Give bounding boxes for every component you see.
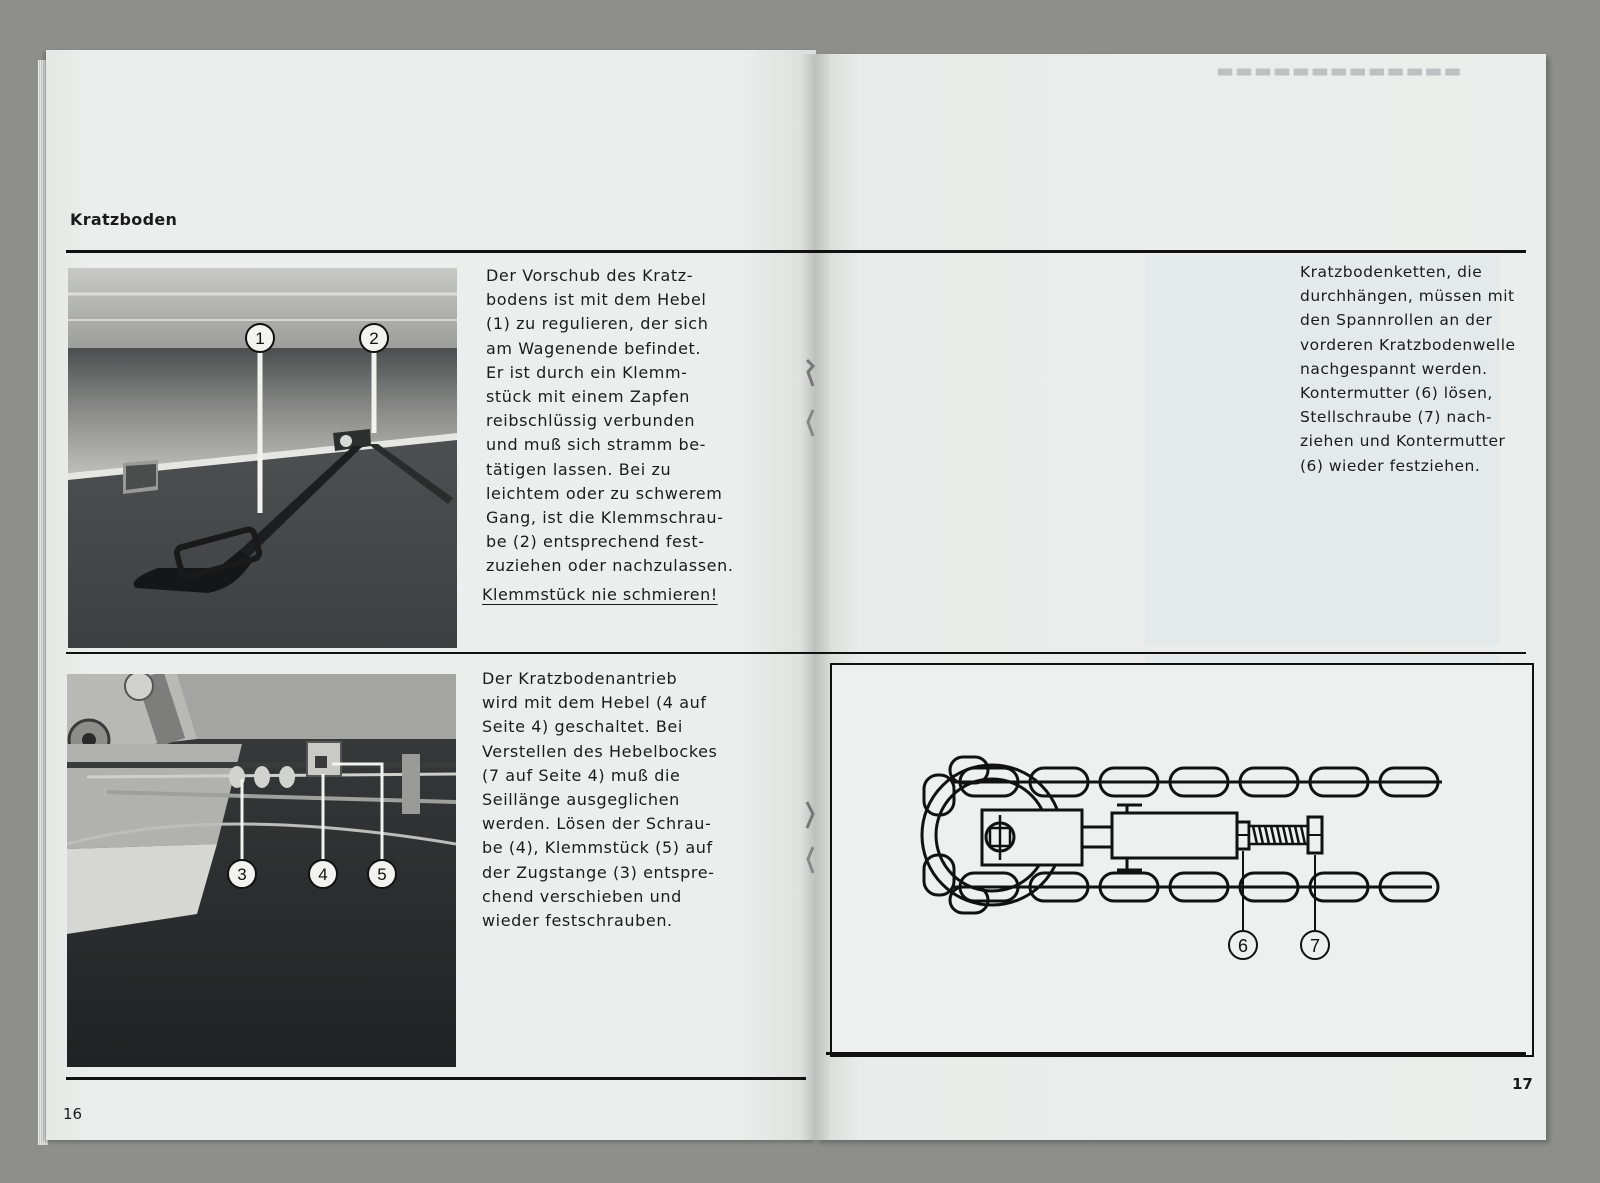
chain-tension-description: Kratzbodenketten, die durchhängen, müssen mit den Spannrollen an der vorderen Kratzbodenwelle nachgespannt werden. Kontermutter (6) lösen, Stellschraube (7) nach- ziehen und Kontermutter (6) wieder festziehen. <box>1300 263 1516 475</box>
staple-icon <box>804 845 816 875</box>
callout-3: 3 <box>237 865 247 884</box>
staple-icon <box>804 358 816 388</box>
header-rule <box>66 250 1526 253</box>
warning-note: Klemmstück nie schmieren! <box>482 585 718 604</box>
callout-7: 7 <box>1309 936 1321 956</box>
drive-photo <box>67 674 456 1067</box>
footer-rule-right <box>826 1052 1526 1055</box>
chain-tensioner-diagram <box>830 663 1534 1057</box>
staple-icon <box>804 408 816 438</box>
callout-2: 2 <box>369 329 379 348</box>
callout-5: 5 <box>377 865 387 884</box>
middle-rule <box>66 652 1526 654</box>
drive-description: Der Kratzbodenantrieb wird mit dem Hebel (4 auf Seite 4) geschaltet. Bei Verstellen des Hebelbockes (7 auf Seite 4) muß die Seillänge ausgeglichen werden. Lösen der Schrau- be (4), Klemmstück (5) auf der Zugstange (3) entspre- chend verschieben und wieder festschrauben. <box>482 669 718 931</box>
callout-4: 4 <box>318 865 328 884</box>
callout-1: 1 <box>255 329 265 348</box>
staple-icon <box>804 800 816 830</box>
callout-6: 6 <box>1237 936 1249 956</box>
footer-rule-left <box>66 1077 806 1080</box>
section-title: Kratzboden <box>70 210 178 229</box>
lever-photo <box>68 268 457 648</box>
page-number-right: 17 <box>1512 1075 1533 1093</box>
lever-description: Der Vorschub des Kratz- bodens ist mit dem Hebel (1) zu regulieren, der sich am Wagenende befindet. Er ist durch ein Klemm- stück mit einem Zapfen reibschlüssig verbunden und muß sich stramm be- tätigen lassen. Bei zu leichtem oder zu schwerem Gang, ist die Klemmschrau- be (2) entsprechend fest- zuziehen oder nachzulassen. <box>486 266 734 576</box>
book-gutter <box>800 54 830 1140</box>
page-number-left: 16 <box>63 1105 83 1123</box>
show-through-heading: ▬▬▬▬▬▬▬▬▬▬▬▬▬ <box>1215 60 1462 82</box>
